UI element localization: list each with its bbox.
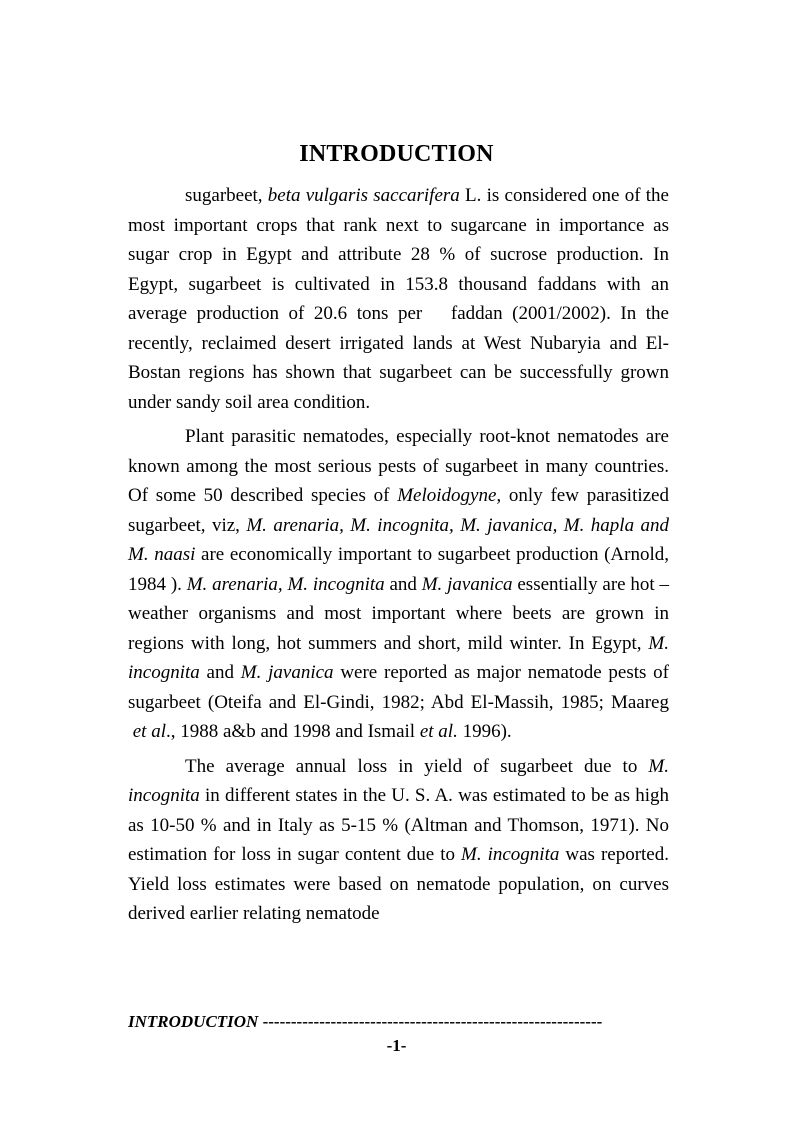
text-run: 1996). (457, 721, 512, 742)
text-run: and (199, 662, 241, 683)
italic-text-run: et al. (419, 721, 458, 742)
paragraph (128, 422, 669, 747)
body-text (128, 181, 669, 929)
text-run: are economically important to sugarbeet production (Arnold, 1984 ). (128, 544, 670, 595)
page-number: -1- (386, 1036, 407, 1055)
text-run: and (384, 573, 422, 595)
paragraph (128, 181, 669, 417)
italic-text-run: M. javanica (240, 662, 334, 683)
italic-text-run: M. arenaria, M. incognita, M. javanica, M. hapla and M. naasi (128, 514, 669, 565)
text-run: Plant parasitic nematodes, especially root-knot nematodes are known among the most serious pests of sugarbeet in many countries. Of some 50 described species of (128, 426, 669, 506)
footer-section-label: INTRODUCTION (128, 1012, 259, 1031)
text-run: essentially are hot –weather organisms and most important where beets are grown in regions with long, hot summers and short, mild winter. In Egypt, (128, 573, 669, 654)
text-run: sugarbeet, (185, 185, 268, 206)
italic-text-run: M. incognita (128, 632, 669, 683)
text-run: was reported. Yield loss estimates were based on nematode population, on curves derived earlier relating nematode (128, 844, 669, 924)
italic-text-run: Meloidogyne, (397, 485, 502, 506)
footer-rule: ------------------------------------------------------------ (258, 1012, 603, 1031)
text-run: only few parasitized sugarbeet, viz, (128, 485, 669, 536)
italic-text-run: et al (132, 721, 166, 742)
text-run: were reported as major nematode pests of sugarbeet (Oteifa and El-Gindi, 1982; Abd El-Massih, 1985; Maareg (128, 662, 669, 742)
text-run: L. is considered one of the most important crops that rank next to sugarcane in importance as sugar crop in Egypt and attribute 28 % of sucrose production. In Egypt, sugarbeet is cultivated in 153.8 thousand faddans with an average production of 20.6 tons per faddan (2001/2002). In the recently, reclaimed desert irrigated lands at West Nubaryia and El-Bostan regions has shown that sugarbeet can be successfully grown under sandy soil area condition. (128, 185, 669, 413)
text-run: ., 1988 a&b and 1998 and Ismail (166, 721, 420, 742)
italic-text-run: M. incognita (128, 755, 669, 806)
italic-text-run: M. incognita (461, 844, 560, 865)
section-title: INTRODUCTION (299, 141, 494, 167)
italic-text-run: M. javanica (421, 573, 513, 595)
text-run: The average annual loss in yield of sugarbeet due to (185, 755, 649, 777)
italic-text-run: M. arenaria, M. incognita (186, 573, 385, 595)
running-footer (128, 1012, 669, 1032)
paragraph (128, 752, 669, 929)
text-run: in different states in the U. S. A. was estimated to be as high as 10-50 % and in Italy as 5-15 % (Altman and Thomson, 1971). No estimation for loss in sugar content due to (128, 785, 669, 865)
italic-text-run: beta vulgaris saccarifera (267, 185, 460, 206)
